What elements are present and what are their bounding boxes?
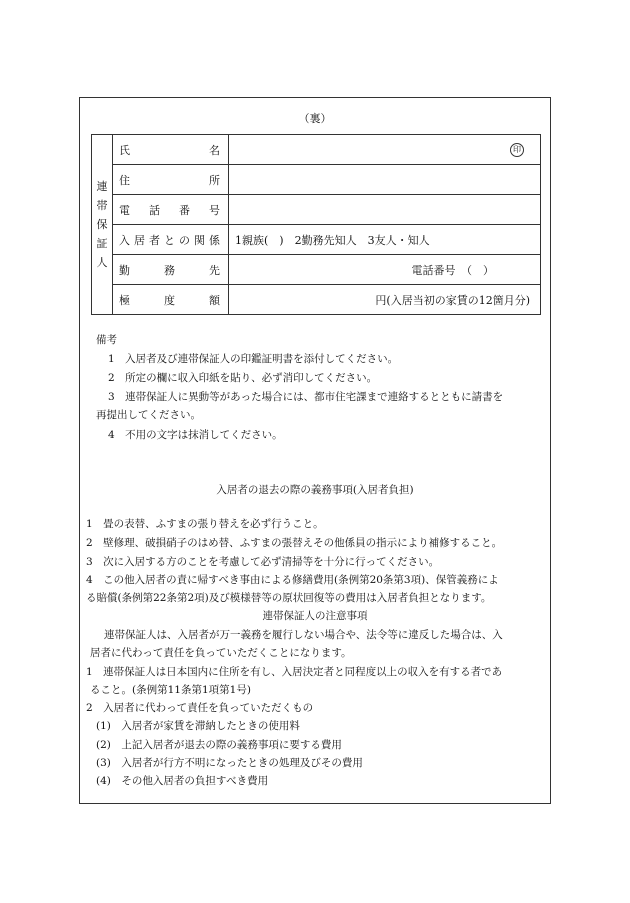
notes-line: (4) その他入居者の負担すべき費用 <box>96 775 269 787</box>
label-char: 係 <box>209 233 220 247</box>
duty-item: 3 次に入居する方のことを考慮して必ず清掃等を十分に行ってください。 <box>86 556 440 568</box>
label-char: 関 <box>194 233 205 247</box>
side-label <box>92 177 112 272</box>
remark-item: 2 所定の欄に収入印紙を貼り、必ず消印してください。 <box>108 372 378 384</box>
notes-line: 居者に代わって責任を負っていただくことになります。 <box>90 647 352 659</box>
label-char: 号 <box>209 203 220 217</box>
remarks-title: 備考 <box>96 334 117 346</box>
name-field[interactable] <box>229 135 541 165</box>
limit-field[interactable] <box>229 285 541 315</box>
label-cell-relation <box>113 225 229 255</box>
notes-line: ること。(条例第11条第1項第1号) <box>90 684 251 696</box>
label-char: の <box>179 233 190 247</box>
label-char: 氏 <box>119 143 130 157</box>
label-cell-address <box>113 165 229 195</box>
label-char: 番 <box>179 203 190 217</box>
label-char: 極 <box>119 293 130 307</box>
remark-item: 3 連帯保証人に異動等があった場合には、都市住宅課まで連絡するとともに請書を <box>108 391 504 403</box>
label-char: 話 <box>149 203 160 217</box>
notes-line: (3) 入居者が行方不明になったときの処理及びその費用 <box>96 757 363 769</box>
address-field[interactable] <box>229 165 541 195</box>
label-char: 務 <box>164 263 175 277</box>
label-cell-name <box>113 135 229 165</box>
label-char: 電 <box>119 203 130 217</box>
label-char: 所 <box>209 173 220 187</box>
label-cell-workplace <box>113 255 229 285</box>
label-address <box>113 172 228 188</box>
label-char: 者 <box>149 233 160 247</box>
side-label-char: 連 <box>96 180 108 193</box>
back-side-label: （裏） <box>298 112 332 125</box>
side-label-char: 帯 <box>96 199 108 212</box>
side-label-char: 証 <box>96 237 108 250</box>
label-char: 勤 <box>119 263 130 277</box>
notes-line: 連帯保証人は、入居者が万一義務を履行しない場合や、法令等に違反した場合は、入 <box>104 629 503 641</box>
notes-line: (1) 入居者が家賃を滞納したときの使用料 <box>96 720 300 732</box>
side-label-char: 保 <box>96 218 108 231</box>
duty-item: 2 壁修理、破損硝子のはめ替、ふすまの張替えその他係員の指示により補修すること。 <box>86 537 503 549</box>
remark-item: 4 不用の文字は抹消してください。 <box>108 429 283 441</box>
duty-item: 1 畳の表替、ふすまの張り替えを必ず行うこと。 <box>86 518 324 530</box>
notes-title: 連帯保証人の注意事項 <box>262 610 368 622</box>
label-cell-phone <box>113 195 229 225</box>
phone-field[interactable] <box>229 195 541 225</box>
duties-title: 入居者の退去の際の義務事項(入居者負担) <box>216 484 414 496</box>
label-char: 住 <box>119 173 130 187</box>
label-char: 入 <box>119 233 130 247</box>
workplace-phone-value: 電話番号 （ ） <box>411 263 494 277</box>
label-char: 額 <box>209 293 220 307</box>
label-char: 居 <box>134 233 145 247</box>
side-label-cell <box>92 135 113 315</box>
label-workplace <box>113 262 228 278</box>
limit-value: 円(入居当初の家賃の12箇月分) <box>375 293 530 307</box>
label-cell-limit <box>113 285 229 315</box>
label-limit <box>113 292 228 308</box>
duty-item: る賠償(条例第22条第2項)及び模様替等の原状回復等の費用は入居者負担となります。 <box>86 592 492 604</box>
label-name <box>113 142 228 158</box>
notes-line: (2) 上記入居者が退去の際の義務事項に要する費用 <box>96 739 342 751</box>
guarantor-table <box>91 134 541 315</box>
notes-line: 1 連帯保証人は日本国内に住所を有し、入居決定者と同程度以上の収入を有する者であ <box>86 666 503 678</box>
notes-line: 2 入居者に代わって責任を負っていただくもの <box>86 702 314 714</box>
label-char: 度 <box>164 293 175 307</box>
relation-field[interactable] <box>229 225 541 255</box>
workplace-field[interactable] <box>229 255 541 285</box>
remark-item: 1 入居者及び連帯保証人の印鑑証明書を添付してください。 <box>108 353 399 365</box>
label-relation <box>113 232 228 248</box>
side-label-char: 人 <box>96 256 108 269</box>
duty-item: 4 この他入居者の責に帰すべき事由による修繕費用(条例第20条第3項)、保管義務によ <box>86 574 499 586</box>
label-char: 先 <box>209 263 220 277</box>
seal-mark: 印 <box>510 143 524 157</box>
label-char: と <box>164 233 175 247</box>
relation-value: 1親族( ) 2勤務先知人 3友人・知人 <box>235 233 430 247</box>
label-char: 名 <box>209 143 220 157</box>
remark-item: 再提出してください。 <box>96 409 201 421</box>
label-phone <box>113 202 228 218</box>
